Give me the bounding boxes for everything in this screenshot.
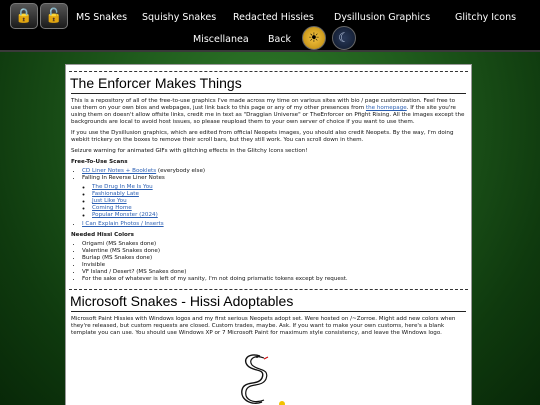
nav-dysillusion-graphics[interactable]: Dysillusion Graphics bbox=[334, 12, 431, 23]
link-just-like-you[interactable]: Just Like You bbox=[92, 198, 127, 204]
content-panel[interactable] bbox=[65, 64, 472, 405]
list-item-text: Falling In Reverse Liner Notes bbox=[82, 175, 165, 181]
top-navigation-bar bbox=[0, 0, 540, 52]
list-item: • VF Island / Desert? (MS Snakes done) bbox=[82, 269, 466, 276]
nav-back[interactable]: Back bbox=[268, 34, 292, 45]
title-underline bbox=[71, 93, 466, 94]
list-item: • Origami (MS Snakes done) bbox=[82, 241, 466, 248]
section-body bbox=[66, 316, 471, 337]
dysillusion-paragraph: If you use the Dysillusion graphics, which are edited from official Neopets images, you should also credit Neopets. By the way, I'm doing webkit trickery on the boxes to remove their scroll bars, but they still work. You can scroll down in them. bbox=[71, 130, 454, 143]
intro-paragraph bbox=[71, 98, 466, 126]
scans-list bbox=[71, 168, 466, 228]
lock-icon[interactable]: 🔒 bbox=[10, 3, 38, 29]
link-drug-in-me[interactable]: The Drug In Me Is You bbox=[92, 184, 153, 190]
moon-icon[interactable]: ☾ bbox=[332, 26, 356, 50]
snake-adoptable-image bbox=[226, 350, 286, 405]
intro-text: This is a repository of all of the free-to-use graphics I've made across my time on various sites with bio / page customization. Feel free to use them on your own bios and webpages, just link back to this page or any of my other presences from bbox=[71, 98, 456, 111]
nav-redacted-hissies[interactable]: Redacted Hissies bbox=[233, 12, 314, 23]
list-item: • Burlap (MS Snakes done) bbox=[82, 255, 466, 262]
list-item bbox=[82, 221, 466, 228]
cd-liner-notes-link[interactable]: CD Liner Notes + Booklets bbox=[82, 168, 157, 174]
colors-heading: Needed Hissi Colors bbox=[71, 232, 134, 238]
colors-list bbox=[71, 241, 466, 283]
list-item: • Valentine (MS Snakes done) bbox=[82, 248, 466, 255]
list-item: • For the sake of whatever is left of my sanity, I'm not doing prismatic tokens except by request. bbox=[82, 276, 466, 283]
list-item-note: (everybody else) bbox=[156, 168, 206, 174]
nav-squishy-snakes[interactable]: Squishy Snakes bbox=[142, 12, 217, 23]
sun-icon[interactable]: ☀ bbox=[302, 26, 326, 50]
section-body bbox=[66, 98, 471, 283]
list-item bbox=[82, 175, 466, 219]
ms-snakes-paragraph: Microsoft Paint Hissies with Windows logos and my first serious Neopets adopt set. Were hosted on /~Zorroe. Might add new colors when they're released, but custom requests are closed. Custom trades, maybe. Ask. If you want to make your own customs, here's a blank template you can use. You should use Windows XP or 7 Microsoft Paint for maximum style consistency, and leave the Windows logo. bbox=[71, 316, 456, 336]
seizure-warning: Seizure warning for animated GIFs with glitching effects in the Glitchy Icons section! bbox=[71, 148, 308, 154]
link-coming-home[interactable]: Coming Home bbox=[92, 205, 132, 211]
nav-glitchy-icons[interactable]: Glitchy Icons bbox=[455, 12, 517, 23]
unlock-icon[interactable]: 🔓 bbox=[40, 3, 68, 29]
section-title: Microsoft Snakes - Hissi Adoptables bbox=[70, 293, 294, 309]
scans-heading: Free-To-Use Scans bbox=[71, 159, 128, 165]
section-title: The Enforcer Makes Things bbox=[70, 75, 242, 91]
list-item bbox=[82, 168, 466, 175]
list-item: • Invisible bbox=[82, 262, 466, 269]
homepage-link[interactable]: the homepage bbox=[365, 105, 407, 111]
nav-ms-snakes[interactable]: MS Snakes bbox=[76, 12, 128, 23]
nav-miscellanea[interactable]: Miscellanea bbox=[193, 34, 249, 45]
intro-text-cont: . If the site you're using them on doesn't allow offsite links, credit me in text as "Draggian Universe" or TheEnforcer on Pfight Rising. All the images except the backgrounds are local to avoid host issues, so please reupload them to your own server of choice if you want to use them. bbox=[71, 105, 465, 125]
link-fashionably-late[interactable]: Fashionably Late bbox=[92, 191, 139, 197]
link-popular-monster[interactable]: Popular Monster (2024) bbox=[92, 212, 158, 218]
i-can-explain-link[interactable]: I Can Explain Photos / Inserts bbox=[82, 221, 164, 227]
fir-sublist bbox=[82, 184, 466, 219]
title-underline bbox=[71, 311, 466, 312]
